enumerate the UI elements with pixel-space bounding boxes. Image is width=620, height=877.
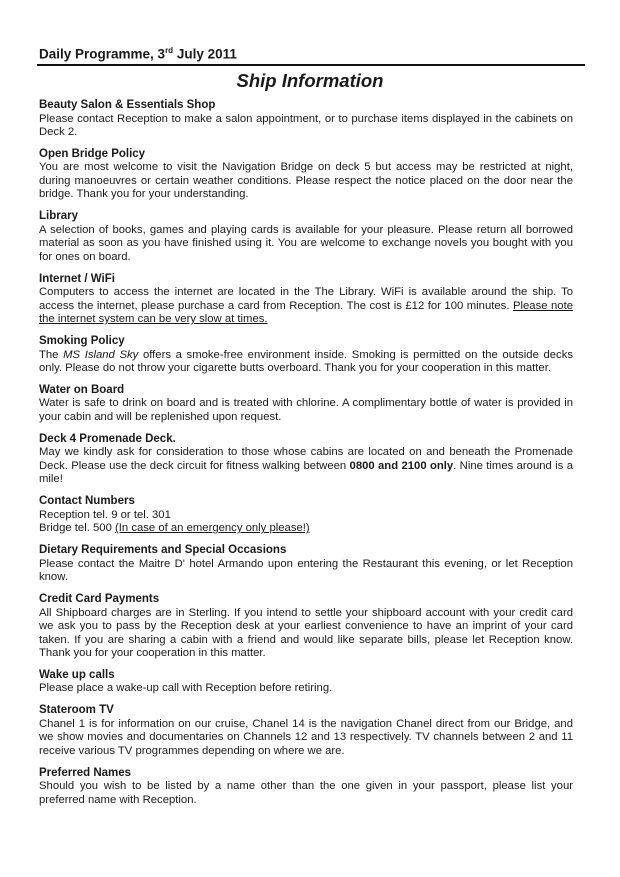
section-text: Should you wish to be listed by a name other than the one given in your passport, please list your preferred name with Reception. bbox=[39, 780, 573, 806]
section-heading: Stateroom TV bbox=[39, 704, 114, 717]
section-heading: Internet / WiFi bbox=[39, 272, 115, 285]
section-text: All Shipboard charges are in Sterling. If you intend to settle your shipboard account with your credit card we ask you to pass by the Reception desk at your earliest convenience to have an imprint of your card taken. If you are sharing a cabin with a friend and would like separate bills, please let Reception know. Thank you for your cooperation in this matter. bbox=[39, 606, 573, 660]
header-prefix: Daily Programme, 3 bbox=[39, 46, 166, 62]
smoking-text-after: offers a smoke-free environment inside. Smoking is permitted on the outside decks only. Please do not throw your cigarette butts overboard. Thank you for your cooperation in this matter. bbox=[39, 348, 574, 375]
section-heading: Contact Numbers bbox=[39, 495, 135, 508]
section-heading: Wake up calls bbox=[39, 668, 115, 681]
header-rule bbox=[37, 64, 585, 66]
section-wakeup bbox=[39, 669, 573, 696]
section-text: Chanel 1 is for information on our cruise, Chanel 14 is the navigation Chanel direct from our Bridge, and we show movies and documentaries on Channels 12 and 13 respectively. TV channels between 2 and 11 receive various TV programmes depending on where we are. bbox=[39, 717, 573, 757]
section-deck4 bbox=[39, 433, 573, 487]
section-text: A selection of books, games and playing cards is available for your pleasure. Please return all borrowed material as soon as you have finished using it. You are welcome to exchange novels you bought with you for ones on board. bbox=[39, 223, 573, 263]
contact-reception: Reception tel. 9 or tel. 301 bbox=[39, 508, 171, 521]
section-credit bbox=[39, 593, 573, 661]
section-text bbox=[39, 446, 573, 487]
section-text: Please contact the Maitre D' hotel Armando upon entering the Restaurant this evening, or let Reception know. bbox=[39, 557, 573, 584]
section-heading: Dietary Requirements and Special Occasions bbox=[39, 544, 287, 557]
page-title: Ship Information bbox=[236, 70, 384, 91]
deck4-hours: 0800 and 2100 only bbox=[349, 459, 454, 472]
section-heading: Preferred Names bbox=[39, 766, 132, 779]
section-beauty bbox=[39, 99, 573, 140]
section-smoking bbox=[39, 335, 573, 376]
section-heading: Smoking Policy bbox=[39, 335, 125, 348]
section-text: Please contact Reception to make a salon appointment, or to purchase items displayed in the cabinets on Deck 2. bbox=[39, 112, 573, 138]
section-names bbox=[39, 767, 573, 808]
section-dietary bbox=[39, 544, 573, 585]
section-text: Water is safe to drink on board and is treated with chlorine. A complimentary bottle of water is provided in your cabin and will be replenished upon request. bbox=[39, 397, 573, 423]
internet-text: Computers to access the internet are located in the The Library. WiFi is available around the ship. To access the internet, please purchase a card from Reception. The cost is £12 for 100 minutes. bbox=[39, 286, 573, 312]
ship-name: MS Island Sky bbox=[63, 348, 139, 361]
contact-bridge-number: Bridge tel. 500 bbox=[39, 522, 115, 535]
section-heading: Open Bridge Policy bbox=[39, 147, 146, 160]
smoking-text-before: The bbox=[39, 348, 64, 361]
deck4-text-before: May we kindly ask for consideration to those whose cabins are located on and beneath the Promenade Deck. Please use the deck circuit for fitness walking between bbox=[39, 446, 573, 472]
contact-bridge-note: (In case of an emergency only please!) bbox=[115, 522, 310, 535]
deck4-text-after: . Nine times around is a mile! bbox=[39, 459, 573, 486]
section-heading: Beauty Salon & Essentials Shop bbox=[39, 99, 216, 111]
section-water bbox=[39, 384, 573, 425]
header-suffix: July 2011 bbox=[173, 46, 237, 62]
header-date-suffix: rd bbox=[165, 46, 174, 55]
section-text bbox=[39, 349, 573, 376]
section-heading: Library bbox=[39, 210, 78, 223]
section-text: You are most welcome to visit the Navigation Bridge on deck 5 but access may be restricted at night, during manoeuvres or certain weather conditions. Please respect the notice placed on the door near the bridge. Thank you for your understanding. bbox=[39, 161, 573, 201]
section-heading: Credit Card Payments bbox=[39, 593, 160, 606]
content bbox=[39, 99, 573, 816]
section-bridge bbox=[39, 148, 573, 202]
section-text bbox=[39, 286, 573, 327]
section-text: Please place a wake-up call with Reception before retiring. bbox=[39, 682, 333, 695]
section-contact bbox=[39, 495, 573, 536]
section-internet bbox=[39, 273, 573, 327]
section-library bbox=[39, 210, 573, 264]
section-heading: Deck 4 Promenade Deck. bbox=[39, 432, 176, 445]
section-heading: Water on Board bbox=[39, 383, 125, 396]
page-header bbox=[39, 46, 237, 62]
section-tv bbox=[39, 704, 573, 758]
internet-note: Please note the internet system can be very slow at times. bbox=[39, 299, 573, 326]
contact-bridge bbox=[39, 522, 573, 536]
